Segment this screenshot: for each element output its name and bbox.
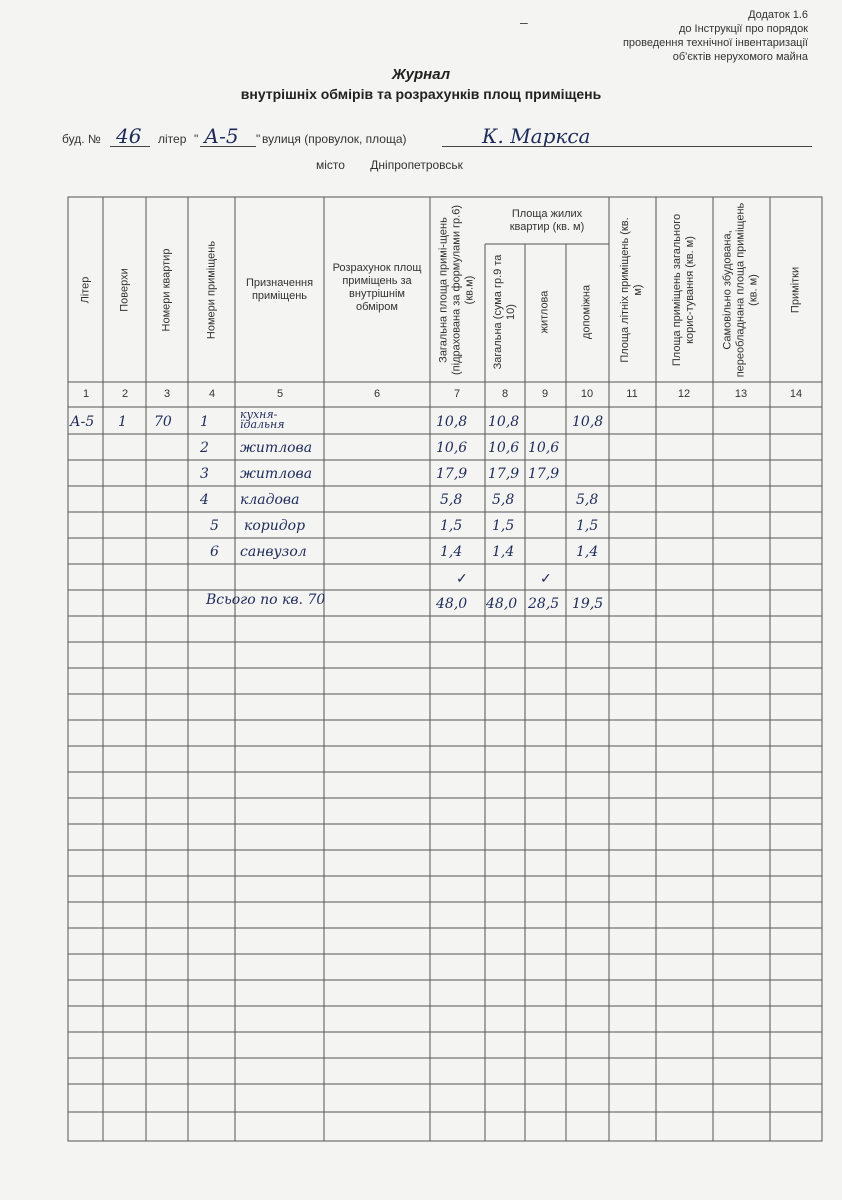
column-number: 12 — [677, 388, 691, 400]
row6-total: 1,4 — [440, 544, 463, 560]
column-number: 10 — [580, 388, 594, 400]
top-dash: – — [520, 14, 528, 30]
column-number: 1 — [82, 388, 90, 400]
row5-total: 1,5 — [440, 518, 463, 534]
appendix-line-1: Додаток 1.6 — [748, 9, 808, 21]
column-number: 9 — [541, 388, 549, 400]
row3-apt-total: 17,9 — [488, 466, 520, 482]
building-number: 46 — [116, 124, 142, 148]
header-unauthorized-area: Самовільно збудована, переобладнана площа приміщень (кв. м) — [721, 202, 760, 378]
header-room-numbers: Номери приміщень — [205, 240, 218, 340]
letter-value: А-5 — [204, 124, 239, 148]
city-value: Дніпропетровськ — [370, 158, 463, 172]
street-value: К. Маркса — [482, 124, 591, 148]
row5-room: 5 — [210, 518, 219, 534]
row3-living: 17,9 — [528, 466, 560, 482]
row1-room: 1 — [200, 414, 209, 430]
row2-living: 10,6 — [528, 440, 560, 456]
header-summer-area: Площа літніх приміщень (кв. м) — [619, 217, 644, 363]
column-number: 2 — [121, 388, 129, 400]
column-number: 4 — [208, 388, 216, 400]
header-common-area: Площа приміщень загального корис-тування (кв. м) — [671, 213, 696, 367]
row1-apartment: 70 — [154, 414, 172, 430]
header-auxiliary: допоміжна — [580, 284, 593, 340]
row6-aux: 1,4 — [576, 544, 599, 560]
header-floors: Поверхи — [118, 268, 131, 312]
row1-apt-total: 10,8 — [488, 414, 520, 430]
column-number: 3 — [163, 388, 171, 400]
row3-purpose: житлова — [240, 466, 313, 482]
header-apartment-numbers: Номери квартир — [160, 248, 173, 332]
row6-apt-total: 1,4 — [492, 544, 515, 560]
letter-label: літер — [158, 132, 187, 146]
row2-apt-total: 10,6 — [488, 440, 520, 456]
address-line: буд. № 46 літер " А-5 " вулиця (провулок, площа) К. Маркса — [62, 128, 812, 150]
check-mark: ✓ — [540, 570, 552, 586]
row2-purpose: житлова — [240, 440, 313, 456]
appendix-line-3: проведення технічної інвентаризації — [622, 37, 808, 49]
appendix-line-4: об'єктів нерухомого майна — [672, 51, 808, 63]
appendix-line-2: до Інструкції про порядок — [678, 23, 808, 35]
building-label: буд. № — [62, 132, 101, 146]
city-label: місто — [316, 158, 345, 172]
header-living: житлова — [538, 290, 551, 334]
row2-total: 10,6 — [436, 440, 468, 456]
row1-total: 10,8 — [436, 414, 468, 430]
summary-aux: 19,5 — [572, 596, 604, 612]
row5-purpose: коридор — [244, 518, 306, 534]
column-number: 11 — [626, 388, 638, 400]
row3-room: 3 — [200, 466, 209, 482]
row4-aux: 5,8 — [576, 492, 599, 508]
row3-total: 17,9 — [436, 466, 468, 482]
street-label: вулиця (провулок, площа) — [262, 132, 407, 146]
summary-label: Всього по кв. 70 — [206, 592, 326, 608]
row2-room: 2 — [200, 440, 209, 456]
row5-aux: 1,5 — [576, 518, 599, 534]
row4-room: 4 — [200, 492, 209, 508]
summary-apt-total: 48,0 — [486, 596, 518, 612]
row1-floor: 1 — [118, 414, 127, 430]
row4-total: 5,8 — [440, 492, 463, 508]
row4-purpose: кладова — [240, 492, 300, 508]
row6-purpose: санвузол — [240, 544, 307, 560]
summary-total: 48,0 — [436, 596, 468, 612]
header-purpose: Призначення приміщень — [245, 277, 314, 302]
header-total-area: Загальна площа примі-щень (підрахована за формулами гр.6) (кв.м) — [437, 204, 476, 375]
column-number: 13 — [734, 388, 748, 400]
header-calculation: Розрахунок площ приміщень за внутрішнім обміром — [332, 262, 422, 313]
column-number: 7 — [453, 388, 461, 400]
column-number: 6 — [373, 388, 381, 400]
summary-living: 28,5 — [528, 596, 560, 612]
header-apt-total: Загальна (сума гр.9 та 10) — [492, 254, 517, 370]
journal-title: Журнал — [391, 66, 451, 83]
header-liter: Літер — [79, 276, 92, 304]
header-notes: Примітки — [789, 266, 802, 314]
row6-room: 6 — [210, 544, 219, 560]
row1-liter: А-5 — [70, 414, 95, 430]
column-number: 8 — [501, 388, 509, 400]
row1-purpose: кухня-їдальня — [240, 408, 285, 431]
column-number: 5 — [276, 388, 284, 400]
header-apartment-area-group: Площа жилих квартир (кв. м) — [509, 208, 585, 233]
row5-apt-total: 1,5 — [492, 518, 515, 534]
column-number: 14 — [789, 388, 803, 400]
check-mark: ✓ — [456, 570, 468, 586]
row1-aux: 10,8 — [572, 414, 604, 430]
row4-apt-total: 5,8 — [492, 492, 515, 508]
journal-subtitle: внутрішніх обмірів та розрахунків площ приміщень — [240, 86, 602, 102]
